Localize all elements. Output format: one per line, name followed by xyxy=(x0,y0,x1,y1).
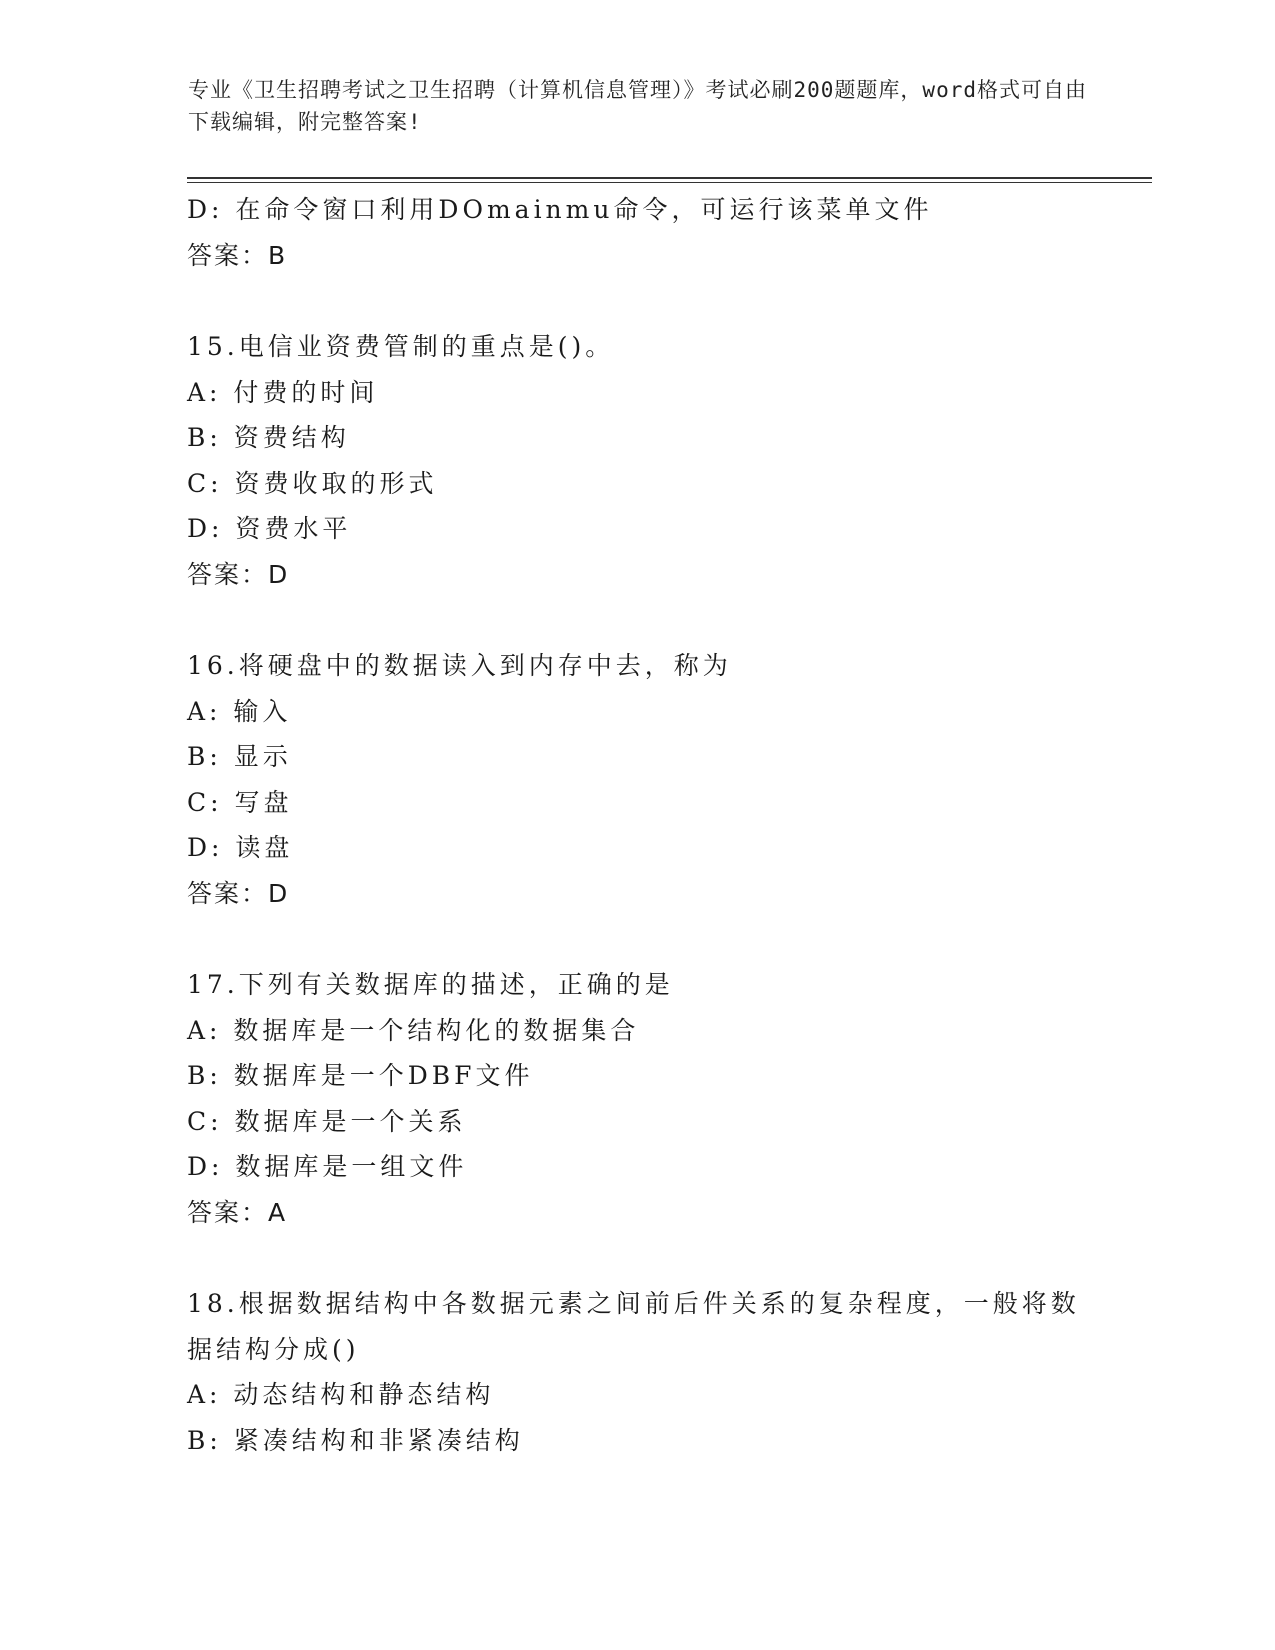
question-stem: 16.将硬盘中的数据读入到内存中去，称为 xyxy=(187,651,732,680)
option-c: C: 资费收取的形式 xyxy=(187,468,438,498)
answer: 答案：A xyxy=(187,1197,288,1227)
option-d: D: 数据库是一组文件 xyxy=(187,1152,468,1181)
prev-option-d: D: 在命令窗口利用DOmainmu命令，可运行该菜单文件 xyxy=(187,195,933,224)
option-b: B: 显示 xyxy=(187,742,292,771)
answer: 答案：D xyxy=(187,878,290,908)
option-a: A: 输入 xyxy=(187,696,292,726)
option-d: D: 读盘 xyxy=(187,833,294,862)
question-15 xyxy=(187,324,1087,597)
option-c: C: 写盘 xyxy=(187,787,293,817)
spacer xyxy=(187,278,1087,324)
question-16 xyxy=(187,643,1087,916)
option-b: B: 紧凑结构和非紧凑结构 xyxy=(187,1425,524,1455)
prev-answer: 答案：B xyxy=(187,240,288,270)
spacer xyxy=(187,1235,1087,1281)
option-d: D: 资费水平 xyxy=(187,514,352,543)
question-18 xyxy=(187,1281,1087,1463)
option-a: A: 付费的时间 xyxy=(187,377,379,407)
question-stem: 18.根据数据结构中各数据元素之间前后件关系的复杂程度，一般将数据结构分成() xyxy=(187,1289,1080,1364)
option-c: C: 数据库是一个关系 xyxy=(187,1106,467,1136)
header-divider-thick xyxy=(187,177,1152,179)
option-a: A: 数据库是一个结构化的数据集合 xyxy=(187,1015,640,1045)
question-stem: 17.下列有关数据库的描述，正确的是 xyxy=(187,970,674,999)
question-stem: 15.电信业资费管制的重点是()。 xyxy=(187,332,615,361)
option-a: A: 动态结构和静态结构 xyxy=(187,1380,495,1409)
spacer xyxy=(187,916,1087,962)
option-b: B: 资费结构 xyxy=(187,423,350,452)
option-b: B: 数据库是一个DBF文件 xyxy=(187,1061,534,1090)
document-header: 专业《卫生招聘考试之卫生招聘（计算机信息管理）》考试必刷200题题库，word格式可自由下载编辑，附完整答案! xyxy=(188,78,1087,134)
answer: 答案：D xyxy=(187,559,290,589)
question-list xyxy=(187,187,1087,1463)
header-divider-thin xyxy=(187,182,1152,183)
spacer xyxy=(187,597,1087,643)
question-17 xyxy=(187,962,1087,1235)
